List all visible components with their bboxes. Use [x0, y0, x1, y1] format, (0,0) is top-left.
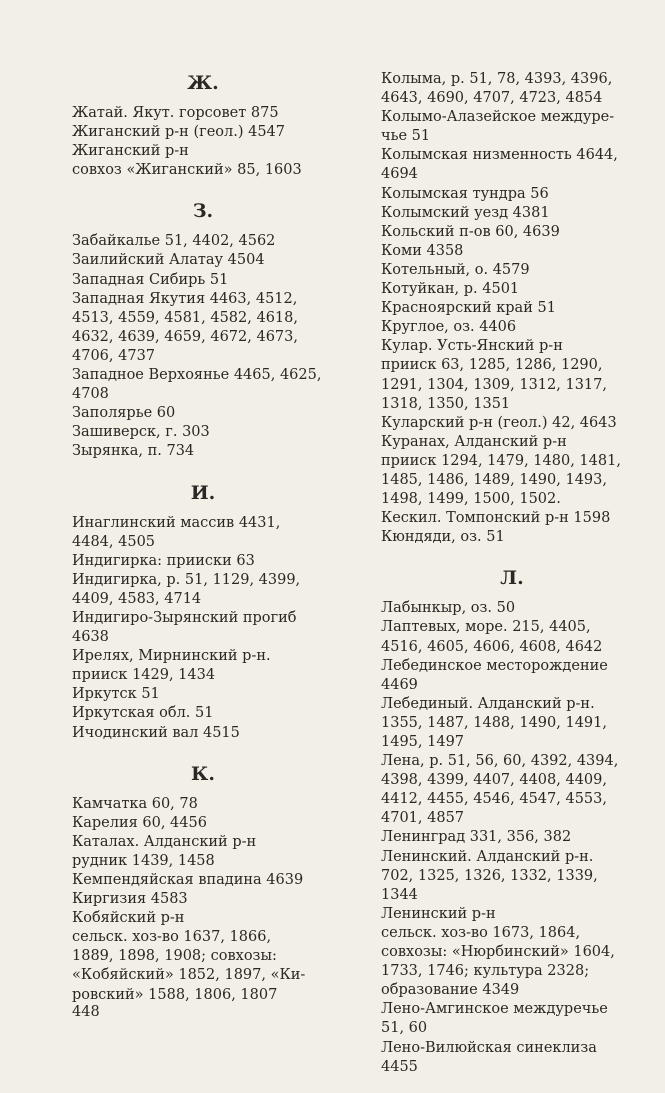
entry-term: Колымская низменность 4644,	[381, 147, 618, 164]
index-entry	[72, 404, 334, 423]
entry-continuation: рудник 1439, 1458	[72, 852, 215, 869]
entry-continuation: 1495, 1497	[381, 734, 465, 750]
section-letter-heading: И.	[190, 481, 216, 504]
entry-term: Колымская тундра 56	[381, 185, 549, 202]
entry-term: Куларский р-н (геол.) 42, 4643	[381, 414, 617, 431]
page-number: 448	[72, 1004, 100, 1020]
entry-continuation: 1485, 1486, 1489, 1490, 1493,	[381, 471, 607, 488]
entry-continuation: 4516, 4605, 4606, 4608, 4642	[381, 638, 603, 655]
entry-continuation: 4706, 4737	[72, 347, 156, 364]
entry-term: Колымо-Алазейское междуре-	[381, 109, 615, 126]
heading-spacer	[381, 591, 643, 599]
entry-term: Заполярье 60	[72, 405, 176, 422]
index-entry	[72, 552, 334, 571]
index-entry	[381, 70, 643, 108]
index-entry	[381, 185, 643, 204]
entry-term: Ичодинский вал 4515	[72, 724, 240, 741]
index-entry	[381, 299, 643, 318]
entry-continuation: 4513, 4559, 4581, 4582, 4618,	[72, 309, 298, 326]
entry-term: Ленинский. Алданский р-н.	[381, 848, 594, 865]
index-entry	[72, 366, 334, 404]
entry-term: Индигиро-Зырянский прогиб	[72, 609, 297, 626]
entry-term: Кобяйский р-н	[72, 910, 185, 927]
entry-continuation: 4484, 4505	[72, 533, 156, 550]
index-entry	[381, 1039, 643, 1077]
index-entry	[381, 337, 643, 413]
index-entry	[72, 909, 334, 1004]
entry-term: Иркутск 51	[72, 686, 160, 703]
index-entry	[381, 223, 643, 242]
entry-continuation: 1889, 1898, 1908; совхозы:	[72, 948, 277, 965]
entry-term: Кулар. Усть-Янский р-н	[381, 338, 563, 355]
entry-term: Ирелях, Мирнинский р-н.	[72, 648, 271, 665]
index-entry	[381, 599, 643, 618]
entry-term: Жиганский р-н (геол.) 4547	[72, 124, 285, 141]
entry-term: Кемпендяйская впадина 4639	[72, 872, 304, 888]
entry-continuation: 4455	[381, 1058, 418, 1075]
entry-continuation: 4632, 4639, 4659, 4672, 4673,	[72, 328, 298, 345]
entry-continuation: образование 4349	[381, 982, 520, 999]
entry-term: Лено-Вилюйская синеклиза	[381, 1039, 597, 1056]
entry-term: Индигирка: прииски 63	[72, 552, 255, 569]
section-spacer	[72, 743, 334, 761]
left-column	[72, 70, 334, 1005]
entry-term: Жатай. Якут. горсовет 875	[72, 105, 279, 121]
entry-continuation: 1498, 1499, 1500, 1502.	[381, 491, 561, 508]
entry-term: Жиганский р-н	[72, 143, 189, 160]
entry-continuation: 4643, 4690, 4707, 4723, 4854	[381, 90, 603, 107]
entry-continuation: 1733, 1746; культура 2328;	[381, 963, 590, 980]
entry-continuation: 4694	[381, 166, 418, 183]
entry-term: Забайкалье 51, 4402, 4562	[72, 233, 276, 250]
entry-continuation: 1291, 1304, 1309, 1312, 1317,	[381, 376, 607, 393]
entry-term: Заилийский Алатау 4504	[72, 252, 265, 269]
index-entry	[381, 509, 643, 528]
index-entry	[381, 108, 643, 146]
index-entry	[72, 724, 334, 743]
index-entry	[381, 695, 643, 752]
entry-term: Красноярский край 51	[381, 300, 556, 317]
entry-term: Иркутская обл. 51	[72, 705, 214, 722]
index-entry	[381, 242, 643, 261]
section-spacer	[381, 547, 643, 565]
index-entry	[72, 442, 334, 461]
entry-continuation: 1318, 1350, 1351	[381, 395, 511, 412]
entry-term: Индигирка, р. 51, 1129, 4399,	[72, 571, 301, 588]
entry-term: Лено-Амгинское междуречье	[381, 1001, 608, 1018]
entry-term: Лебединый. Алданский р-н.	[381, 695, 595, 712]
entry-continuation: 51, 60	[381, 1020, 428, 1037]
entry-continuation: 4701, 4857	[381, 810, 465, 827]
index-entry	[381, 828, 643, 847]
index-entry	[72, 290, 334, 366]
entry-term: Каталах. Алданский р-н	[72, 833, 257, 850]
section-spacer	[72, 180, 334, 198]
entry-continuation: чье 51	[381, 128, 431, 145]
entry-term: Котельный, о. 4579	[381, 261, 530, 278]
index-entry	[381, 657, 643, 695]
index-entry	[381, 261, 643, 280]
entry-term: Инаглинский массив 4431,	[72, 514, 281, 531]
entry-term: Коми 4358	[381, 242, 464, 259]
index-entry	[72, 104, 334, 123]
index-entry	[72, 704, 334, 723]
section-letter-heading: К.	[191, 762, 215, 785]
entry-term: Западная Якутия 4463, 4512,	[72, 290, 298, 307]
index-entry	[381, 905, 643, 1000]
entry-term: Камчатка 60, 78	[72, 795, 198, 812]
entry-term: Колымский уезд 4381	[381, 204, 550, 221]
entry-continuation: совхозы: «Нюрбинский» 1604,	[381, 944, 615, 961]
entry-term: Кюндяди, оз. 51	[381, 529, 505, 546]
index-entry	[381, 146, 643, 184]
entry-continuation: ровский» 1588, 1806, 1807	[72, 986, 278, 1003]
index-entry	[381, 204, 643, 223]
entry-term: Ленинград 331, 356, 382	[381, 829, 572, 846]
entry-term: Западное Верхоянье 4465, 4625,	[72, 367, 322, 384]
index-entry	[381, 752, 643, 828]
heading-spacer	[72, 96, 334, 104]
entry-term: Ленинский р-н	[381, 905, 496, 922]
entry-continuation: прииск 1429, 1434	[72, 667, 216, 684]
index-entry	[72, 685, 334, 704]
entry-term: Лаптевых, море. 215, 4405,	[381, 619, 591, 636]
entry-term: Лебединское месторождение	[381, 657, 608, 674]
index-entry	[72, 890, 334, 909]
index-entry	[72, 571, 334, 609]
index-entry	[72, 795, 334, 814]
index-entry	[381, 848, 643, 905]
heading-spacer	[72, 787, 334, 795]
entry-term: Круглое, оз. 4406	[381, 319, 517, 336]
index-entry	[381, 280, 643, 299]
heading-spacer	[72, 506, 334, 514]
index-entry	[72, 833, 334, 871]
entry-continuation: 4409, 4583, 4714	[72, 590, 202, 607]
index-entry	[72, 609, 334, 647]
entry-term: Зырянка, п. 734	[72, 443, 195, 460]
section-letter-heading: Ж.	[187, 72, 219, 94]
index-entry	[72, 423, 334, 442]
entry-continuation: 702, 1325, 1326, 1332, 1339,	[381, 867, 598, 884]
index-entry	[72, 251, 334, 270]
index-entry	[72, 142, 334, 180]
right-column	[381, 70, 643, 1077]
entry-term: Кескил. Томпонский р-н 1598	[381, 510, 611, 527]
section-spacer	[72, 462, 334, 480]
entry-term: Лабынкыр, оз. 50	[381, 600, 516, 617]
index-entry	[381, 433, 643, 509]
index-entry	[72, 123, 334, 142]
index-entry	[72, 871, 334, 890]
entry-continuation: сельск. хоз-во 1637, 1866,	[72, 929, 272, 946]
index-entry	[72, 647, 334, 685]
index-entry	[72, 514, 334, 552]
entry-term: Котуйкан, р. 4501	[381, 281, 520, 298]
entry-term: Колыма, р. 51, 78, 4393, 4396,	[381, 71, 613, 87]
entry-continuation: 1344	[381, 886, 418, 903]
index-entry	[72, 232, 334, 251]
index-entry	[381, 528, 643, 547]
index-entry	[381, 618, 643, 656]
entry-term: Куранах, Алданский р-н	[381, 433, 567, 450]
entry-continuation: сельск. хоз-во 1673, 1864,	[381, 924, 581, 941]
entry-continuation: 4708	[72, 386, 109, 403]
entry-continuation: прииск 1294, 1479, 1480, 1481,	[381, 452, 621, 469]
index-entry	[381, 1000, 643, 1038]
heading-spacer	[72, 224, 334, 232]
entry-continuation: «Кобяйский» 1852, 1897, «Ки-	[72, 967, 306, 984]
index-entry	[72, 814, 334, 833]
entry-continuation: 4469	[381, 676, 418, 693]
entry-term: Лена, р. 51, 56, 60, 4392, 4394,	[381, 753, 619, 770]
entry-term: Западная Сибирь 51	[72, 271, 229, 288]
entry-continuation: 4412, 4455, 4546, 4547, 4553,	[381, 791, 607, 808]
entry-continuation: прииск 63, 1285, 1286, 1290,	[381, 357, 603, 374]
entry-continuation: 4638	[72, 629, 109, 646]
index-entry	[381, 318, 643, 337]
index-entry	[72, 271, 334, 290]
index-entry	[381, 414, 643, 433]
entry-continuation: 1355, 1487, 1488, 1490, 1491,	[381, 714, 607, 731]
entry-continuation: совхоз «Жиганский» 85, 1603	[72, 162, 302, 179]
section-letter-heading: Л.	[500, 567, 524, 590]
entry-term: Карелия 60, 4456	[72, 814, 207, 831]
entry-term: Зашиверск, г. 303	[72, 424, 210, 441]
section-letter-heading: З.	[192, 200, 214, 223]
entry-term: Кольский п-ов 60, 4639	[381, 223, 560, 240]
entry-continuation: 4398, 4399, 4407, 4408, 4409,	[381, 772, 607, 789]
entry-term: Киргизия 4583	[72, 891, 188, 908]
